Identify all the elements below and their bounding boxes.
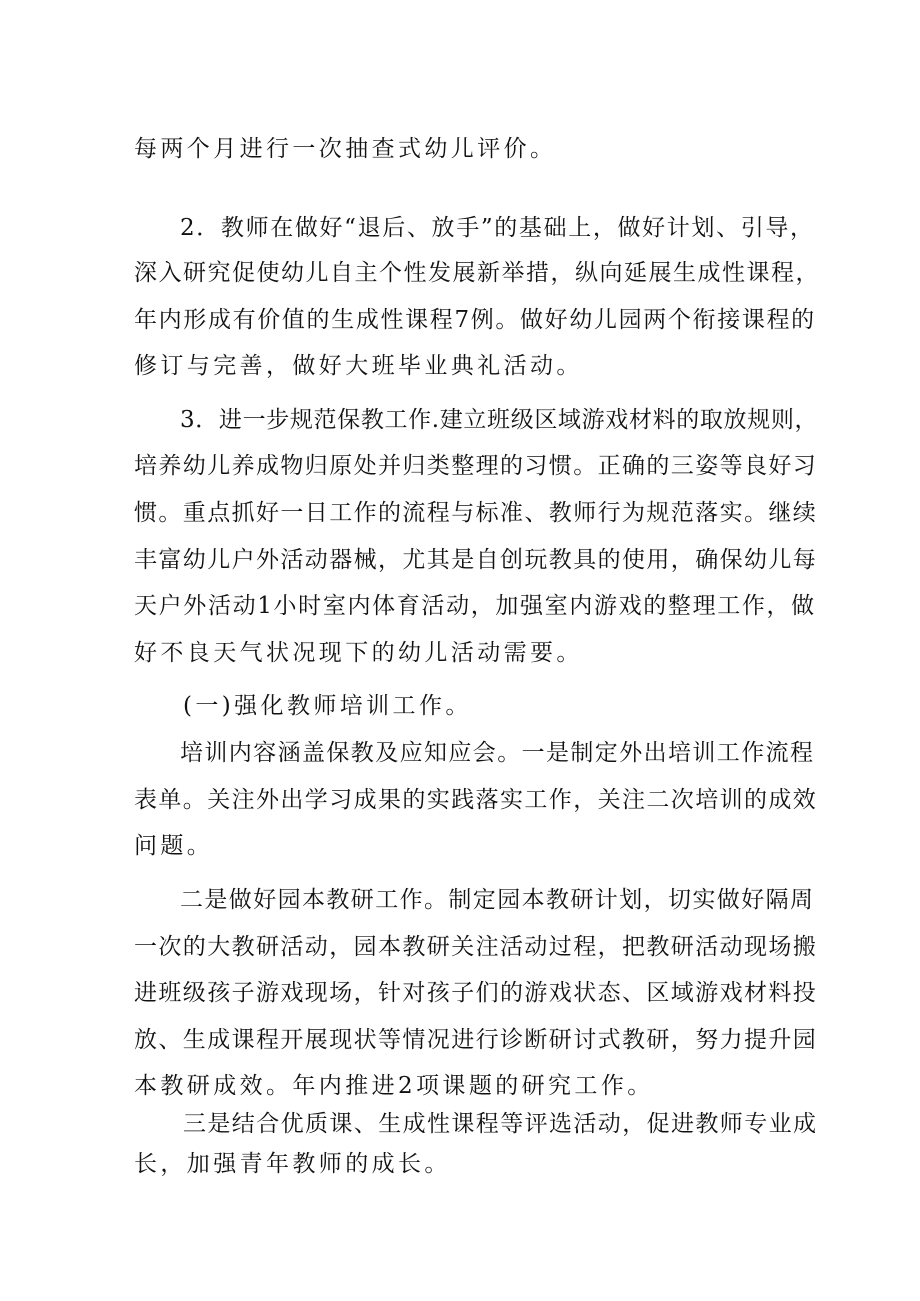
text-line: 年内形成有价值的生成性课程7例。做好幼儿园两个衔接课程的 <box>134 307 816 333</box>
text-line: 培训内容涵盖保教及应知应会。一是制定外出培训工作流程 <box>180 740 815 766</box>
text-line: 进班级孩子游戏现场，针对孩子们的游戏状态、区域游戏材料投 <box>134 980 818 1006</box>
section-heading: (一)强化教师培训工作。 <box>183 693 472 719</box>
text-line: 惯。重点抓好一日工作的流程与标准、教师行为规范落实。继续 <box>134 500 818 526</box>
text-line: 培养幼儿养成物归原处并归类整理的习惯。正确的三姿等良好习 <box>134 453 818 479</box>
text-line: 放、生成课程开展现状等情况进行诊断研讨式教研，努力提升园 <box>134 1027 818 1053</box>
text-line: 长，加强青年教师的成长。 <box>134 1151 451 1177</box>
text-line: 天户外活动1小时室内体育活动，加强室内游戏的整理工作，做 <box>134 593 816 619</box>
text-line: 好不良天气状况现下的幼儿活动需要。 <box>134 640 583 666</box>
text-line: 3．进一步规范保教工作.建立班级区域游戏材料的取放规则， <box>180 407 819 433</box>
text-line: 本教研成效。年内推进2项课题的研究工作。 <box>134 1073 654 1099</box>
text-line: 表单。关注外出学习成果的实践落实工作，关注二次培训的成效 <box>134 787 818 813</box>
text-line: 二是做好园本教研工作。制定园本教研计划，切实做好隔周 <box>180 887 815 913</box>
text-line: 每两个月进行一次抽查式幼儿评价。 <box>134 136 557 162</box>
text-line: 修订与完善，做好大班毕业典礼活动。 <box>134 353 583 379</box>
text-line: 2．教师在做好“退后、放手”的基础上，做好计划、引导， <box>180 215 815 241</box>
text-line: 问题。 <box>134 833 214 859</box>
text-line: 深入研究促使幼儿自主个性发展新举措，纵向延展生成性课程， <box>134 260 820 286</box>
text-line: 三是结合优质课、生成性课程等评选活动，促进教师专业成 <box>183 1111 818 1137</box>
text-line: 丰富幼儿户外活动器械，尤其是自创玩教具的使用，确保幼儿每 <box>134 547 818 573</box>
text-line: 一次的大教研活动，园本教研关注活动过程，把教研活动现场搬 <box>134 934 818 960</box>
